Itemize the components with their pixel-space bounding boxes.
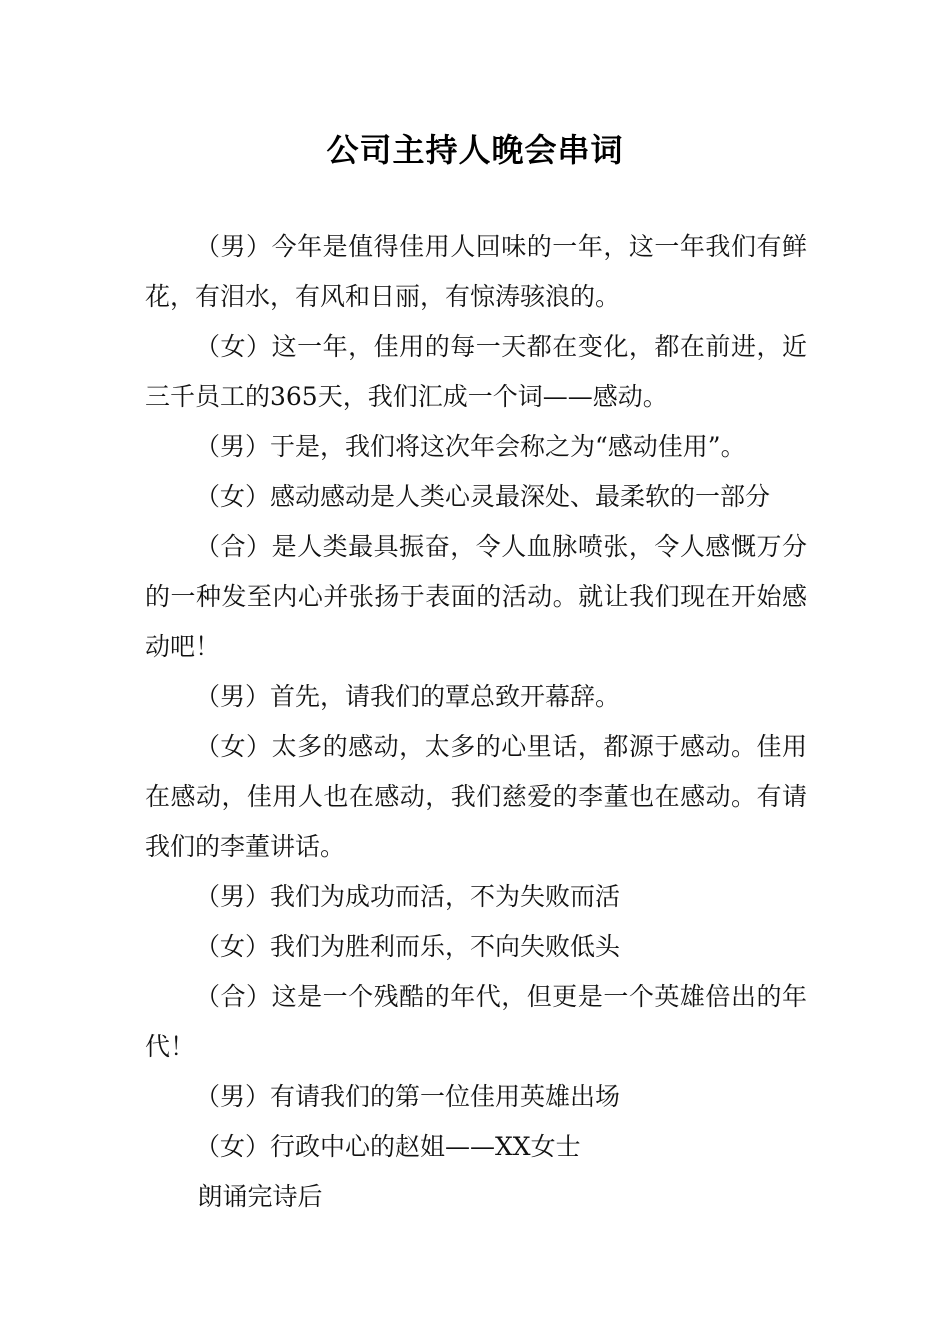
document-title: 公司主持人晚会串词	[326, 131, 624, 169]
paragraph: （女）这一年，佳用的每一天都在变化，都在前进，近三千员工的365天，我们汇成一个词——感动。	[145, 332, 807, 411]
paragraph: （男）我们为成功而活，不为失败而活	[195, 882, 621, 911]
document-body	[145, 222, 807, 1222]
paragraph: （男）首先，请我们的覃总致开幕辞。	[195, 682, 621, 711]
paragraph: （男）于是，我们将这次年会称之为“感动佳用”。	[195, 432, 746, 461]
paragraph: （男）有请我们的第一位佳用英雄出场	[195, 1082, 621, 1111]
paragraph: 朗诵完诗后	[197, 1182, 323, 1211]
paragraph: （男）今年是值得佳用人回味的一年，这一年我们有鲜花，有泪水，有风和日丽，有惊涛骇浪的。	[145, 232, 807, 311]
paragraph: （女）太多的感动，太多的心里话，都源于感动。佳用在感动，佳用人也在感动，我们慈爱的李董也在感动。有请我们的李董讲话。	[145, 732, 807, 861]
paragraph: （女）行政中心的赵姐——XX女士	[195, 1132, 581, 1161]
paragraph: （女）感动感动是人类心灵最深处、最柔软的一部分	[195, 482, 771, 511]
paragraph: （合）这是一个残酷的年代，但更是一个英雄倍出的年代！	[145, 982, 807, 1061]
paragraph: （合）是人类最具振奋，令人血脉喷张，令人感慨万分的一种发至内心并张扬于表面的活动。就让我们现在开始感动吧！	[145, 532, 807, 661]
paragraph: （女）我们为胜利而乐，不向失败低头	[195, 932, 621, 961]
